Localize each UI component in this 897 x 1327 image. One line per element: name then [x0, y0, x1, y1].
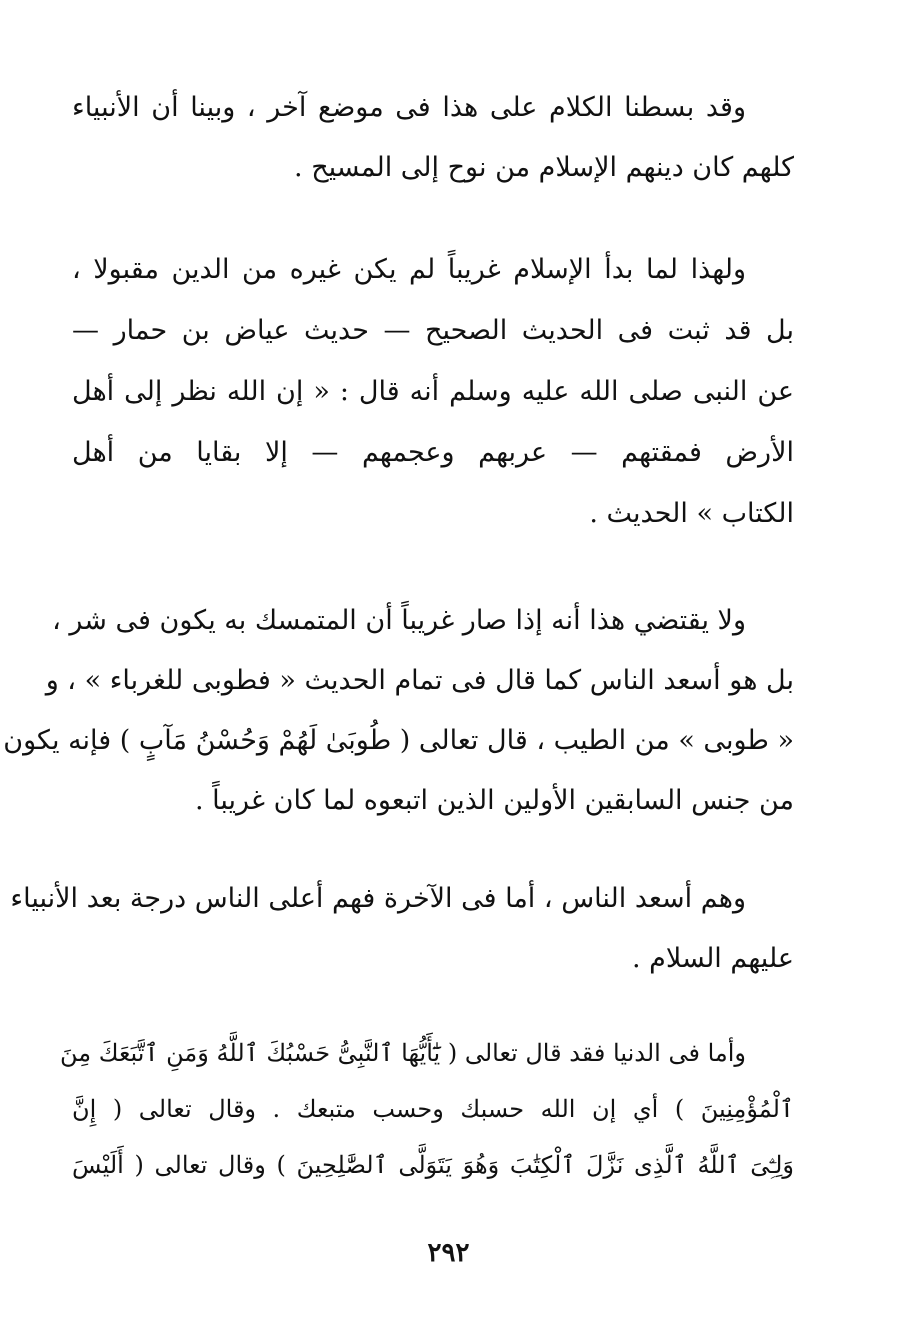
paragraph-1	[72, 83, 794, 193]
text-line: ولا يقتضي هذا أنه إذا صار غريباً أن المتمسك به يكون فى شر ،	[52, 605, 746, 636]
paragraph-2	[72, 245, 794, 555]
text-line: من جنس السابقين الأولين الذين اتبعوه لما كان غريباً .	[194, 785, 794, 816]
text-line: ٱلْمُؤْمِنِينَ ) أي إن الله حسبك وحسب متبعك . وقال تعالى ( إِنَّ	[72, 1095, 794, 1123]
text-line: وأما فى الدنيا فقد قال تعالى ( يَٰٓأَيُّهَا ٱلنَّبِىُّ حَسْبُكَ ٱللَّهُ وَمَنِ ٱتَّبَعَكَ مِنَ	[59, 1039, 746, 1067]
text-line: ولهذا لما بدأ الإسلام غريباً لم يكن غيره من الدين مقبولا ،	[72, 254, 746, 285]
text-line: وَلِـِّۧىَ ٱللَّهُ ٱلَّذِى نَزَّلَ ٱلْكِتَٰبَ وَهُوَ يَتَوَلَّى ٱلصَّٰلِحِينَ ) وقال تعالى ( أَلَيْسَ	[72, 1151, 794, 1179]
text-line: الأرض فمقتهم — عربهم وعجمهم — إلا بقايا من أهل	[72, 437, 794, 468]
text-line: « طوبى » من الطيب ، قال تعالى ( طُوبَىٰ لَهُمْ وَحُسْنُ مَآبٍ ) فإنه يكون	[3, 725, 794, 756]
page-number: ٢٩٢	[427, 1238, 470, 1268]
text-line: بل قد ثبت فى الحديث الصحيح — حديث عياض بن حمار —	[72, 315, 794, 346]
text-line: كلهم كان دينهم الإسلام من نوح إلى المسيح .	[294, 152, 794, 183]
text-line: بل هو أسعد الناس كما قال فى تمام الحديث « فطوبى للغرباء » ، و	[45, 665, 794, 696]
text-line: وهم أسعد الناس ، أما فى الآخرة فهم أعلى الناس درجة بعد الأنبياء	[10, 883, 746, 914]
text-line: عليهم السلام .	[632, 943, 794, 974]
paragraph-5	[59, 1028, 794, 1198]
paragraph-4	[10, 874, 794, 984]
paragraph-3	[3, 596, 794, 836]
text-line: وقد بسطنا الكلام على هذا فى موضع آخر ، وبينا أن الأنبياء	[72, 92, 746, 123]
text-line: عن النبى صلى الله عليه وسلم أنه قال : « إن الله نظر إلى أهل	[72, 376, 794, 407]
text-line: الكتاب » الحديث .	[589, 498, 794, 529]
